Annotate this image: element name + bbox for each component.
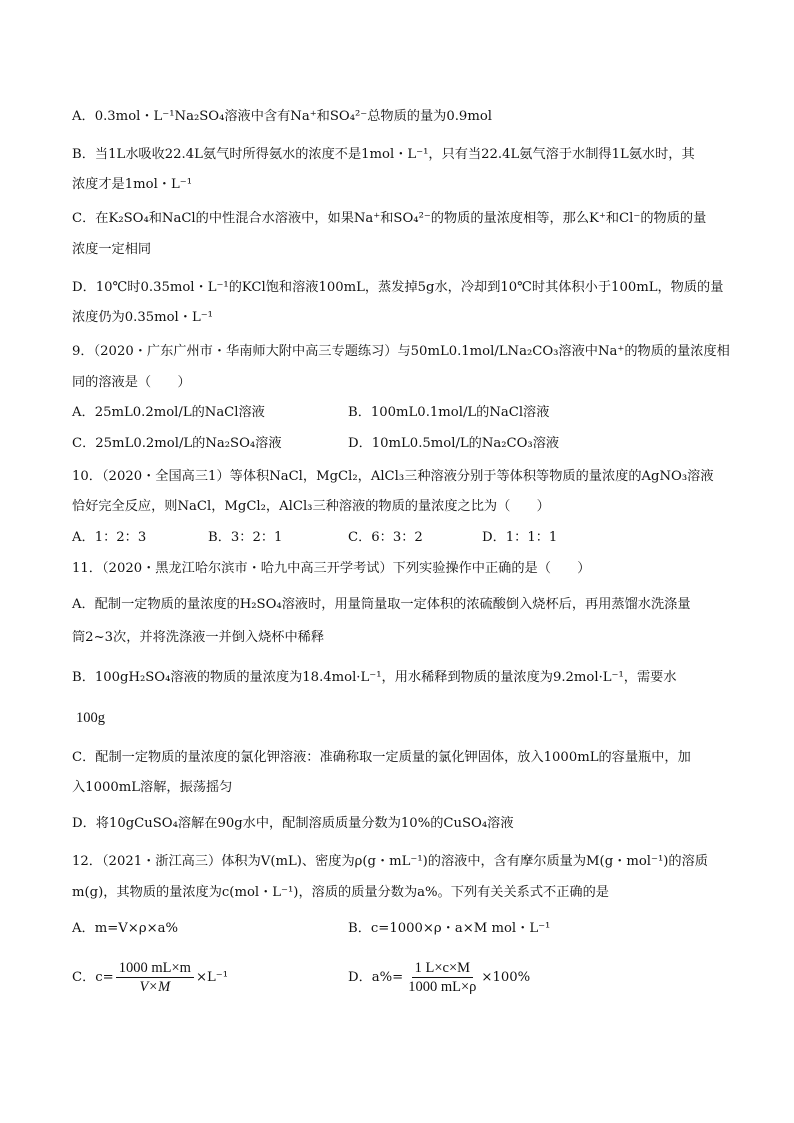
option-d-line-1: D．10℃时0.35mol・L⁻¹的KCl饱和溶液100mL，蒸发掉5g水，冷却到10℃时其体积小于100mL，物质的量 [72, 280, 724, 295]
question-10-option-d: D．1：1：1 [482, 530, 558, 545]
question-9-option-b: B．100mL0.1mol/L的NaCl溶液 [348, 405, 550, 420]
option-d-numerator: 1 L×c×M [412, 960, 473, 978]
question-11-option-b-2: 100g [76, 710, 105, 726]
option-d-line-2: 浓度仍为0.35mol・L⁻¹ [72, 310, 213, 325]
question-11-option-b-1: B．100gH₂SO₄溶液的物质的量浓度为18.4mol·L⁻¹，用水稀释到物质的量浓度为9.2mol·L⁻¹，需要水 [72, 670, 677, 685]
question-12-option-b: B．c=1000×ρ・a×M mol・L⁻¹ [348, 921, 551, 936]
option-d-fraction [405, 960, 479, 995]
question-11-option-a-1: A．配制一定物质的量浓度的H₂SO₄溶液时，用量筒量取一定体积的浓硫酸倒入烧杯后，再用蒸馏水洗涤量 [72, 597, 691, 612]
option-d-prefix: D．a%= [348, 970, 404, 985]
question-11-stem: 11．（2020・黑龙江哈尔滨市・哈九中高三开学考试）下列实验操作中正确的是（ ） [72, 561, 591, 576]
question-10-stem-2: 恰好完全反应，则NaCl，MgCl₂，AlCl₃三种溶液的物质的量浓度之比为（ ） [72, 499, 550, 514]
question-11-option-d: D．将10gCuSO₄溶解在90g水中，配制溶质质量分数为10%的CuSO₄溶液 [72, 816, 514, 831]
question-12-option-c [72, 960, 228, 995]
question-10-option-a: A．1：2：3 [72, 530, 147, 545]
option-b-line-1: B．当1L水吸收22.4L氨气时所得氨水的浓度不是1mol・L⁻¹，只有当22.4L氨气溶于水制得1L氨水时，其 [72, 147, 695, 162]
option-d-suffix: ×100% [481, 970, 531, 985]
question-9-option-a: A．25mL0.2mol/L的NaCl溶液 [72, 405, 265, 420]
question-10-option-c: C．6：3：2 [348, 530, 423, 545]
question-9-stem-2: 同的溶液是（ ） [72, 375, 191, 390]
question-9-option-c: C．25mL0.2mol/L的Na₂SO₄溶液 [72, 436, 282, 451]
option-c-line-2: 浓度一定相同 [72, 242, 152, 257]
option-c-line-1: C．在K₂SO₄和NaCl的中性混合水溶液中，如果Na⁺和SO₄²⁻的物质的量浓度相等，那么K⁺和Cl⁻的物质的量 [72, 211, 707, 226]
question-11-option-c-1: C．配制一定物质的量浓度的氯化钾溶液：准确称取一定质量的氯化钾固体，放入1000mL的容量瓶中，加 [72, 750, 691, 765]
option-c-suffix: ×L⁻¹ [195, 970, 228, 985]
option-c-numerator: 1000 mL×m [116, 960, 194, 978]
option-a-line: A．0.3mol・L⁻¹Na₂SO₄溶液中含有Na⁺和SO₄²⁻总物质的量为0.9mol [72, 109, 492, 124]
option-c-prefix: C．c= [72, 970, 114, 985]
option-c-fraction [116, 960, 194, 995]
question-10-stem-1: 10．（2020・全国高三1）等体积NaCl，MgCl₂，AlCl₃三种溶液分别于等体积等物质的量浓度的AgNO₃溶液 [72, 469, 714, 484]
option-b-line-2: 浓度才是1mol・L⁻¹ [72, 177, 192, 192]
question-12-option-a: A．m=V×ρ×a% [72, 921, 179, 936]
question-12-stem-2: m(g)，其物质的量浓度为c(mol・L⁻¹)，溶质的质量分数为a%。下列有关关系式不正确的是 [72, 885, 609, 900]
option-c-denominator: V×M [139, 979, 171, 995]
question-10-option-b: B．3：2：1 [208, 530, 283, 545]
question-11-option-a-2: 筒2~3次，并将洗涤液一并倒入烧杯中稀释 [72, 630, 325, 645]
question-12-option-d [348, 960, 530, 995]
question-9-stem-1: 9．（2020・广东广州市・华南师大附中高三专题练习）与50mL0.1mol/LNa₂CO₃溶液中Na⁺的物质的量浓度相 [72, 344, 730, 359]
question-12-stem-1: 12．（2021・浙江高三）体积为V(mL)、密度为ρ(g・mL⁻¹)的溶液中，含有摩尔质量为M(g・mol⁻¹)的溶质 [72, 854, 708, 869]
option-d-denominator: 1000 mL×ρ [408, 979, 477, 995]
question-11-option-c-2: 入1000mL溶解，振荡摇匀 [72, 780, 233, 795]
question-9-option-d: D．10mL0.5mol/L的Na₂CO₃溶液 [348, 436, 560, 451]
